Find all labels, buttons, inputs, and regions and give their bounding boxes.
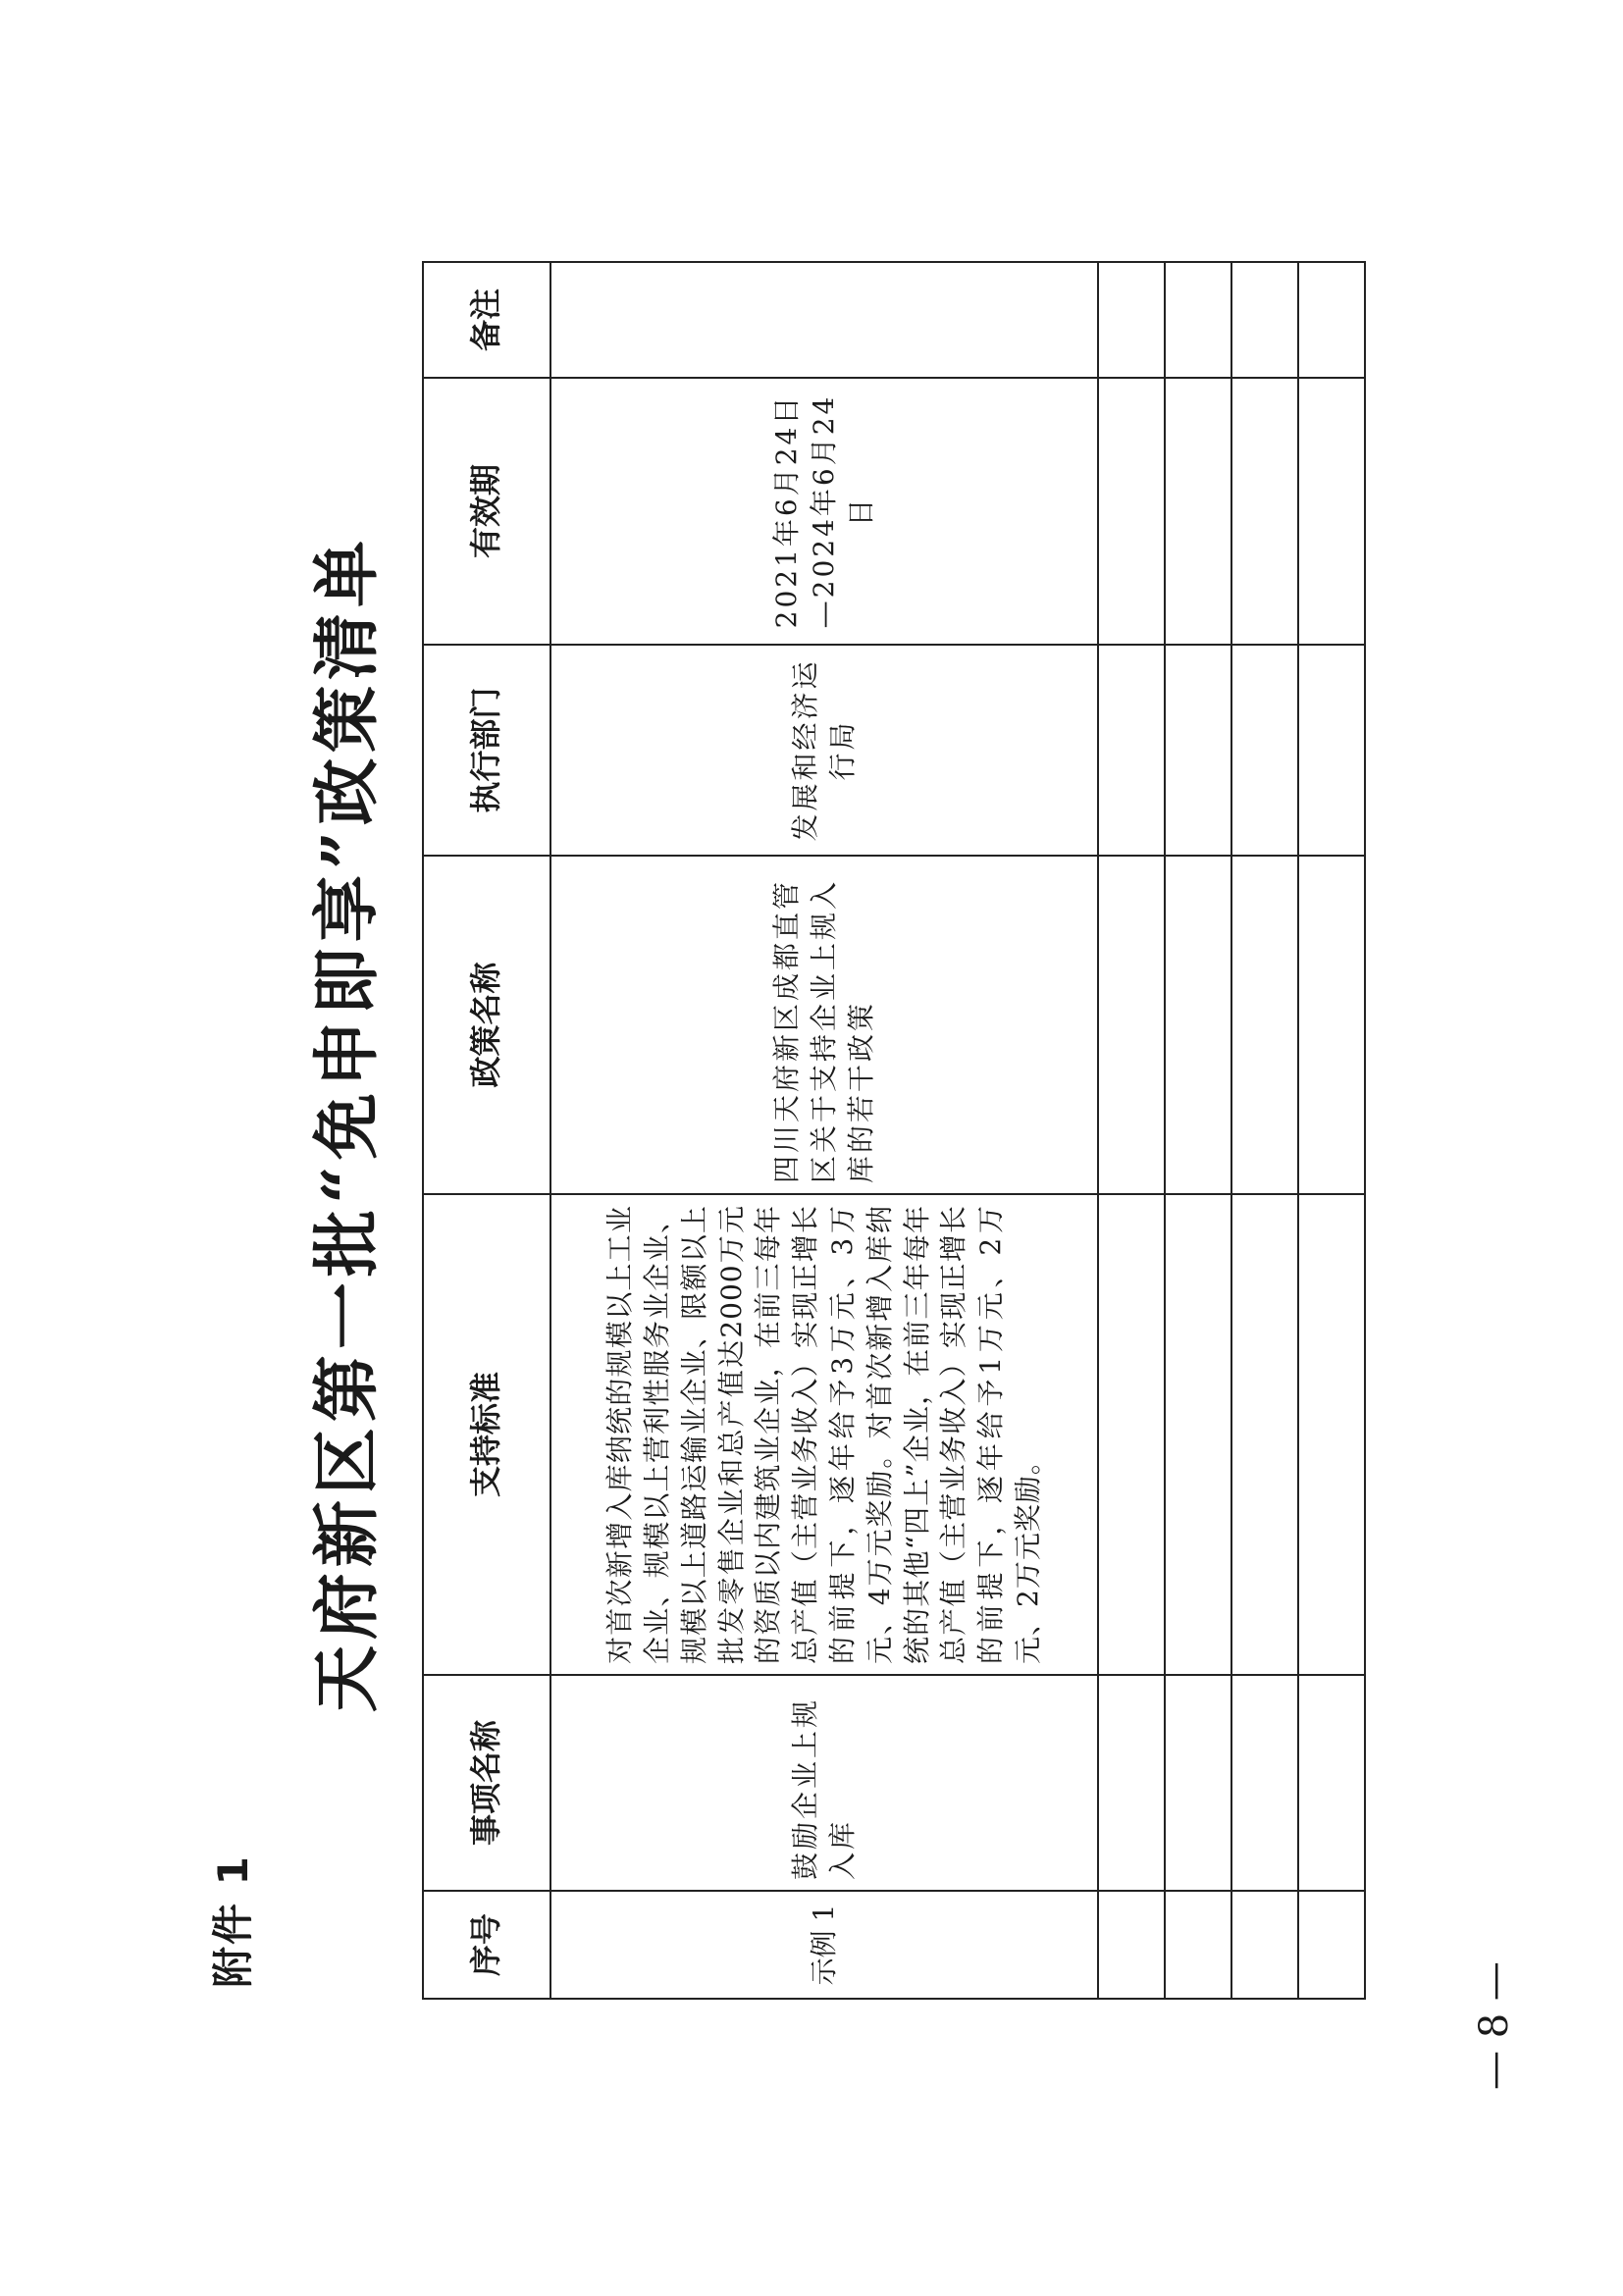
table-row-blank <box>1298 262 1365 1999</box>
table-row-blank <box>1231 262 1298 1999</box>
table-row <box>550 262 1098 1999</box>
header-policy-name: 政策名称 <box>423 856 550 1194</box>
header-validity: 有效期 <box>423 378 550 645</box>
attachment-label: 附件 1 <box>209 1854 257 1988</box>
cell-note <box>550 262 1098 378</box>
cell-policy-name: 四川天府新区成都直管区关于支持企业上规入库的若干政策 <box>550 856 1098 1194</box>
header-executing-dept: 执行部门 <box>423 645 550 856</box>
table-header-row <box>423 262 550 1999</box>
cell-support-standard: 对首次新增入库纳统的规模以上工业企业、规模以上营利性服务业企业、规模以上道路运输业企业、限额以上批发零售企业和总产值达2000万元的资质以内建筑业企业，在前三每年总产值（主营业务收入）实现正增长的前提下，逐年给予3万元、3万元、4万元奖励。对首次新增入库纳统的其他“四上”企业，在前三年每年总产值（主营业务收入）实现正增长的前提下，逐年给予1万元、2万元、2万元奖励。 <box>550 1194 1098 1675</box>
cell-executing-dept: 发展和经济运行局 <box>550 645 1098 856</box>
page-number: — 8 — <box>1472 1961 1517 2090</box>
document-title: 天府新区第一批“免申即享”政策清单 <box>308 534 387 1713</box>
table-row-blank <box>1165 262 1231 1999</box>
header-seq: 序号 <box>423 1891 550 1999</box>
header-note: 备注 <box>423 262 550 378</box>
cell-seq: 示例 1 <box>550 1891 1098 1999</box>
header-support-standard: 支持标准 <box>423 1194 550 1675</box>
table-row-blank <box>1098 262 1165 1999</box>
header-item-name: 事项名称 <box>423 1675 550 1891</box>
policy-table <box>422 261 1366 2000</box>
cell-item-name: 鼓励企业上规入库 <box>550 1675 1098 1891</box>
cell-validity: 2021年6月24日—2024年6月24日 <box>550 378 1098 645</box>
